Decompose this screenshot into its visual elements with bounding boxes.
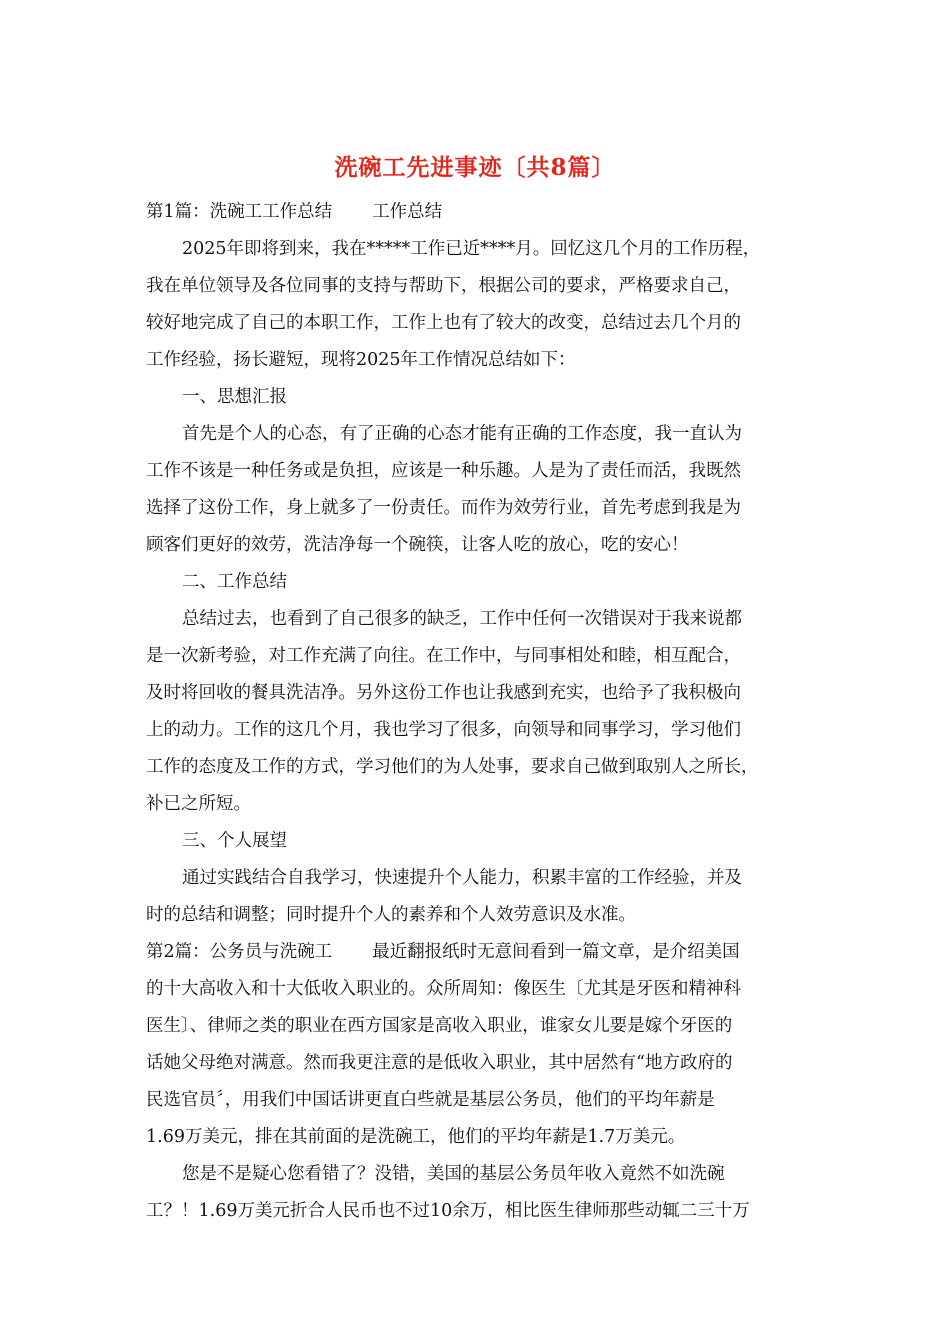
paragraph-line: 工作的态度及工作的方式，学习他们的为人处事，要求自己做到取别人之所长， (146, 757, 759, 777)
article2-heading-line (146, 934, 818, 971)
paragraph-line: 通过实践结合自我学习，快速提升个人能力，积累丰富的工作经验，并及 (182, 868, 742, 888)
paragraph-line: 顾客们更好的效劳，洗洁净每一个碗筷，让客人吃的放心，吃的安心！ (146, 535, 689, 555)
paragraph-line: 话她父母绝对满意。然而我更注意的是低收入职业，其中居然有“地方政府的 (146, 1053, 733, 1073)
paragraph-line: 工？！1.69万美元折合人民币也不过10余万，相比医生律师那些动辄二三十万 (146, 1201, 750, 1221)
paragraph-line: 2025年即将到来，我在*****工作已近****月。回忆这几个月的工作历程， (182, 239, 761, 259)
article2-heading: 第2篇：公务员与洗碗工 (146, 942, 333, 962)
paragraph-line: 总结过去，也看到了自己很多的缺乏，工作中任何一次错误对于我来说都 (182, 609, 742, 629)
paragraph-line: 1.69万美元，排在其前面的是洗碗工，他们的平均年薪是1.7万美元。 (146, 1127, 686, 1147)
paragraph-line: 首先是个人的心态，有了正确的心态才能有正确的工作态度，我一直认为 (182, 424, 742, 444)
article1-subheading: 工作总结 (372, 202, 443, 222)
document-body (146, 194, 818, 1230)
paragraph-line: 您是不是疑心您看错了？没错，美国的基层公务员年收入竟然不如洗碗 (182, 1164, 725, 1184)
paragraph-line: 上的动力。工作的这几个月，我也学习了很多，向领导和同事学习，学习他们 (146, 720, 741, 740)
article1-heading: 第1篇：洗碗工工作总结 (146, 202, 333, 222)
article2-first-line: 最近翻报纸时无意间看到一篇文章，是介绍美国 (372, 942, 740, 962)
section-title: 三、个人展望 (182, 831, 287, 851)
paragraph-line: 是一次新考验，对工作充满了向往。在工作中，与同事相处和睦，相互配合， (146, 646, 741, 666)
paragraph-line: 的十大高收入和十大低收入职业的。众所周知：像医生〔尤其是牙医和精神科 (146, 979, 741, 999)
paragraph-line: 时的总结和调整；同时提升个人的素养和个人效劳意识及水准。 (146, 905, 636, 925)
paragraph-line: 较好地完成了自己的本职工作，工作上也有了较大的改变，总结过去几个月的 (146, 313, 741, 333)
article1-heading-line (146, 194, 818, 231)
document-title: 洗碗工先进事迹〔共8篇〕 (334, 154, 616, 181)
section-title: 二、工作总结 (182, 572, 287, 592)
paragraph-line: 工作经验，扬长避短，现将2025年工作情况总结如下： (146, 350, 576, 370)
paragraph-line: 民选官员〞，用我们中国话讲更直白些就是基层公务员，他们的平均年薪是 (146, 1090, 715, 1110)
paragraph-line: 选择了这份工作，身上就多了一份责任。而作为效劳行业，首先考虑到我是为 (146, 498, 741, 518)
section-title: 一、思想汇报 (182, 387, 287, 407)
paragraph-line: 工作不该是一种任务或是负担，应该是一种乐趣。人是为了责任而活，我既然 (146, 461, 741, 481)
paragraph-line: 我在单位领导及各位同事的支持与帮助下，根据公司的要求，严格要求自己， (146, 276, 741, 296)
paragraph-line: 补已之所短。 (146, 794, 251, 814)
paragraph-line: 医生〕、律师之类的职业在西方国家是高收入职业，谁家女儿要是嫁个牙医的 (146, 1016, 733, 1036)
paragraph-line: 及时将回收的餐具洗洁净。另外这份工作也让我感到充实，也给予了我积极向 (146, 683, 741, 703)
